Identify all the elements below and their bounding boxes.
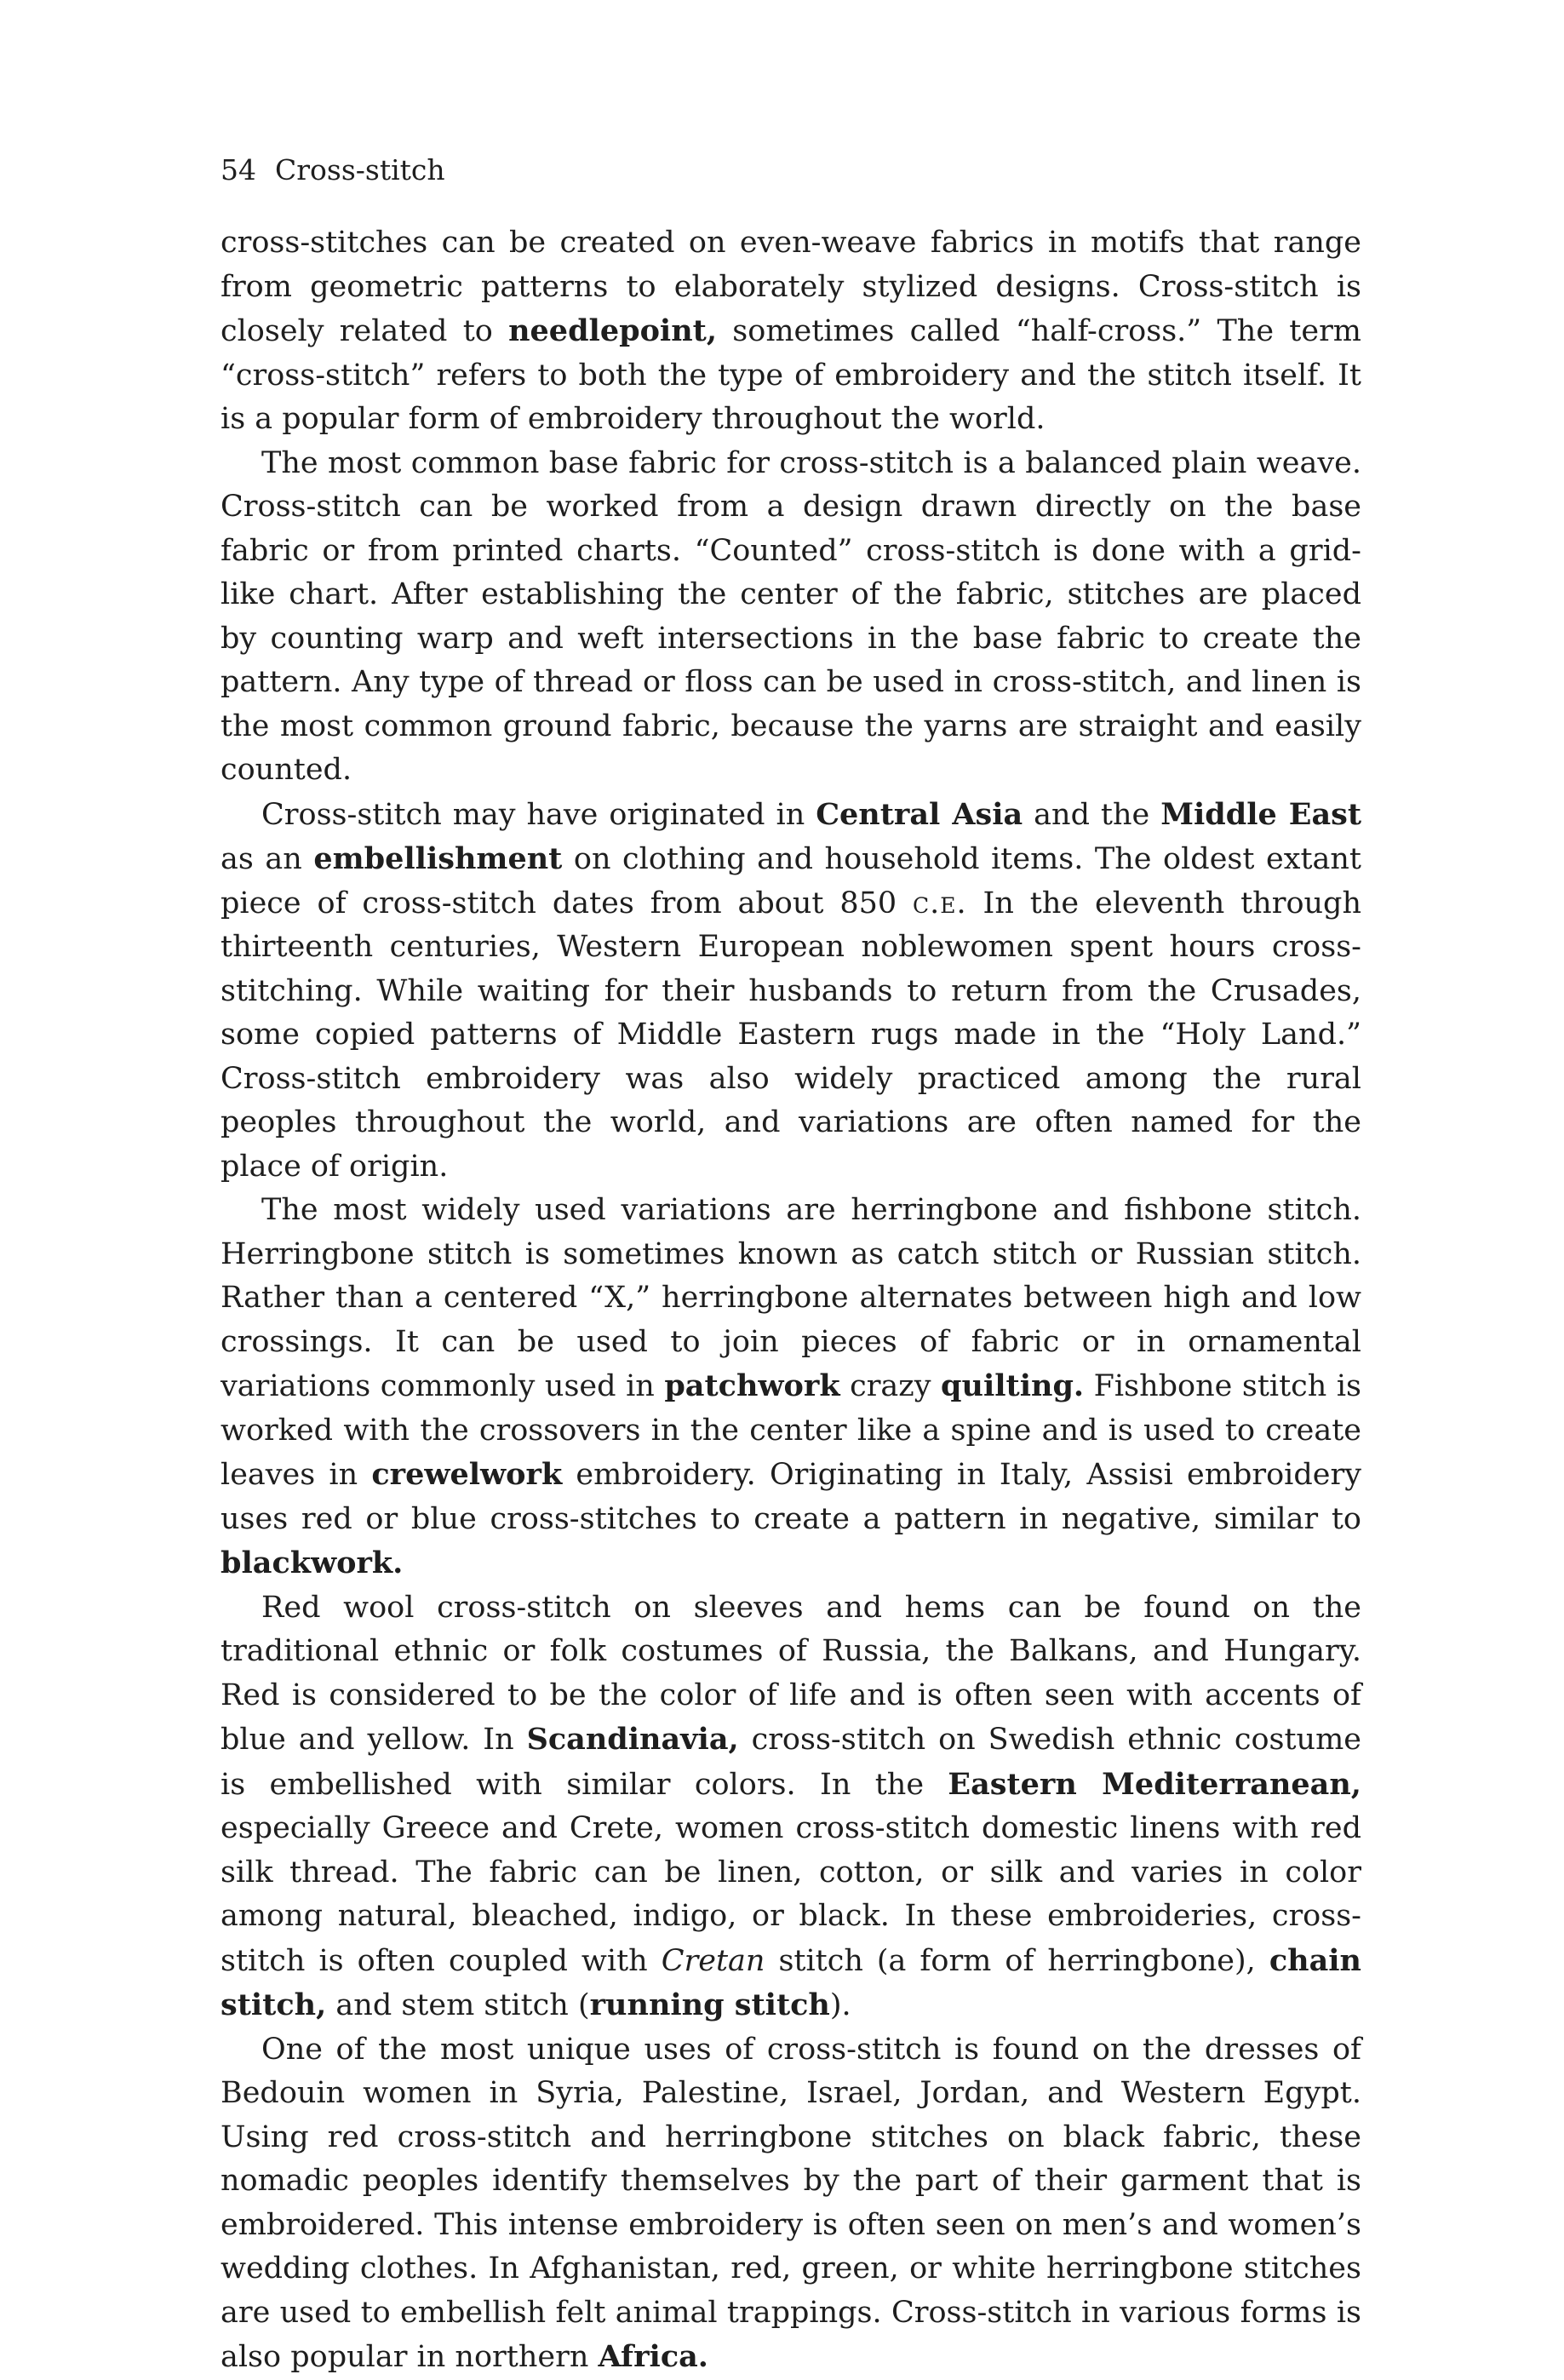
italic-term: Cretan: [661, 1943, 765, 1978]
text-run: ).: [829, 1988, 851, 2022]
text-run: stitch (a form of herringbone),: [765, 1943, 1269, 1978]
text-run: The most common base fabric for cross-stitch is a balanced plain weave. Cross-stitch can be worked from a design drawn directly on the base fabric or from printed charts. “Counted” cross-stitch is done with a grid-like chart. After establishing the center of the fabric, stitches are placed by counting warp and weft intersections in the base fabric to create the pattern. Any type of thread or floss can be used in cross-stitch, and linen is the most common ground fabric, because the yarns are straight and easily counted.: [221, 445, 1361, 787]
paragraph: [221, 1586, 1361, 2028]
bold-term: crewelwork: [371, 1457, 563, 1492]
text-run: especially Greece and Crete, women cross-stitch domestic linens with red silk thread. The fabric can be linen, cotton, or silk and varies in color among natural, bleached, indigo, or black. In these embroideries, cross-stitch is often coupled with: [221, 1811, 1361, 1978]
text-run: on clothing and household items. The oldest extant piece of cross-stitch dates from about 850: [221, 842, 1361, 920]
running-head: [221, 153, 1361, 187]
bold-term: chain stitch,: [221, 1942, 1362, 2022]
paragraph: [221, 793, 1361, 1190]
body-text: [221, 221, 1361, 2380]
book-page: [221, 153, 1361, 2380]
text-run: Red wool cross-stitch on sleeves and hems can be found on the traditional ethnic or folk costumes of Russia, the Balkans, and Hungary. Red is considered to be the color of life and is often seen with accents of blue and yellow. In: [221, 1590, 1361, 1757]
bold-term: Scandinavia,: [526, 1722, 739, 1757]
text-run: cross-stitch on Swedish ethnic costume is embellished with similar colors. In the: [221, 1723, 1362, 1802]
text-run: embroidery. Originating in Italy, Assisi embroidery uses red or blue cross-stitches to create a pattern in negative, similar to: [221, 1458, 1361, 1536]
bold-term: embellishment: [313, 841, 563, 876]
paragraph: [221, 2028, 1361, 2380]
bold-term: Central Asia: [816, 796, 1023, 832]
page-number: 54: [221, 153, 256, 186]
text-run: as an: [221, 842, 314, 876]
bold-term: running stitch: [589, 1987, 830, 2022]
text-run: Fishbone stitch is worked with the crossovers in the center like a spine and is used to create leaves in: [221, 1369, 1361, 1492]
text-run: and the: [1023, 797, 1161, 832]
text-run: sometimes called “half-cross.” The term “cross-stitch” refers to both the type of embroidery and the stitch itself. It is a popular form of embroidery throughout the world.: [221, 314, 1361, 436]
bold-term: blackwork.: [221, 1546, 404, 1580]
text-run: One of the most unique uses of cross-stitch is found on the dresses of Bedouin women in Syria, Palestine, Israel, Jordan, and Western Egypt. Using red cross-stitch and herringbone stitches on black fabric, these nomadic peoples identify themselves by the part of their garment that is embroidered. This intense embroidery is often seen on men’s and women’s wedding clothes. In Afghanistan, red, green, or white herringbone stitches are used to embellish felt animal trappings. Cross-stitch in various forms is also popular in northern: [221, 2032, 1361, 2374]
text-run: The most widely used variations are herringbone and fishbone stitch. Herringbone stitch is sometimes known as catch stitch or Russian stitch. Rather than a centered “X,” herringbone alternates between high and low crossings. It can be used to join pieces of fabric or in ornamental variations commonly used in: [221, 1193, 1361, 1403]
text-run: In the eleventh through thirteenth centuries, Western European noblewomen spent hours cross-stitching. While waiting for their husbands to return from the Crusades, some copied patterns of Middle Eastern rugs made in the “Holy Land.” Cross-stitch embroidery was also widely practiced among the rural peoples throughout the world, and variations are often named for the place of origin.: [221, 886, 1362, 1184]
bold-term: quilting.: [941, 1368, 1085, 1403]
text-run: and stem stitch (: [326, 1988, 590, 2022]
bold-term: needlepoint,: [508, 313, 718, 348]
bold-term: Middle East: [1160, 796, 1362, 832]
era-abbreviation: c.e.: [913, 886, 967, 920]
paragraph: [221, 442, 1361, 793]
running-head-title: Cross-stitch: [275, 153, 445, 186]
bold-term: Africa.: [598, 2339, 708, 2374]
text-run: Cross-stitch may have originated in: [261, 797, 816, 832]
text-run: cross-stitches can be created on even-weave fabrics in motifs that range from geometric patterns to elaborately stylized designs. Cross-stitch is closely related to: [221, 226, 1361, 348]
paragraph: [221, 1189, 1361, 1586]
text-run: crazy: [839, 1369, 942, 1403]
bold-term: patchwork: [664, 1368, 840, 1403]
paragraph: [221, 221, 1361, 442]
bold-term: Eastern Mediterranean,: [948, 1766, 1361, 1802]
